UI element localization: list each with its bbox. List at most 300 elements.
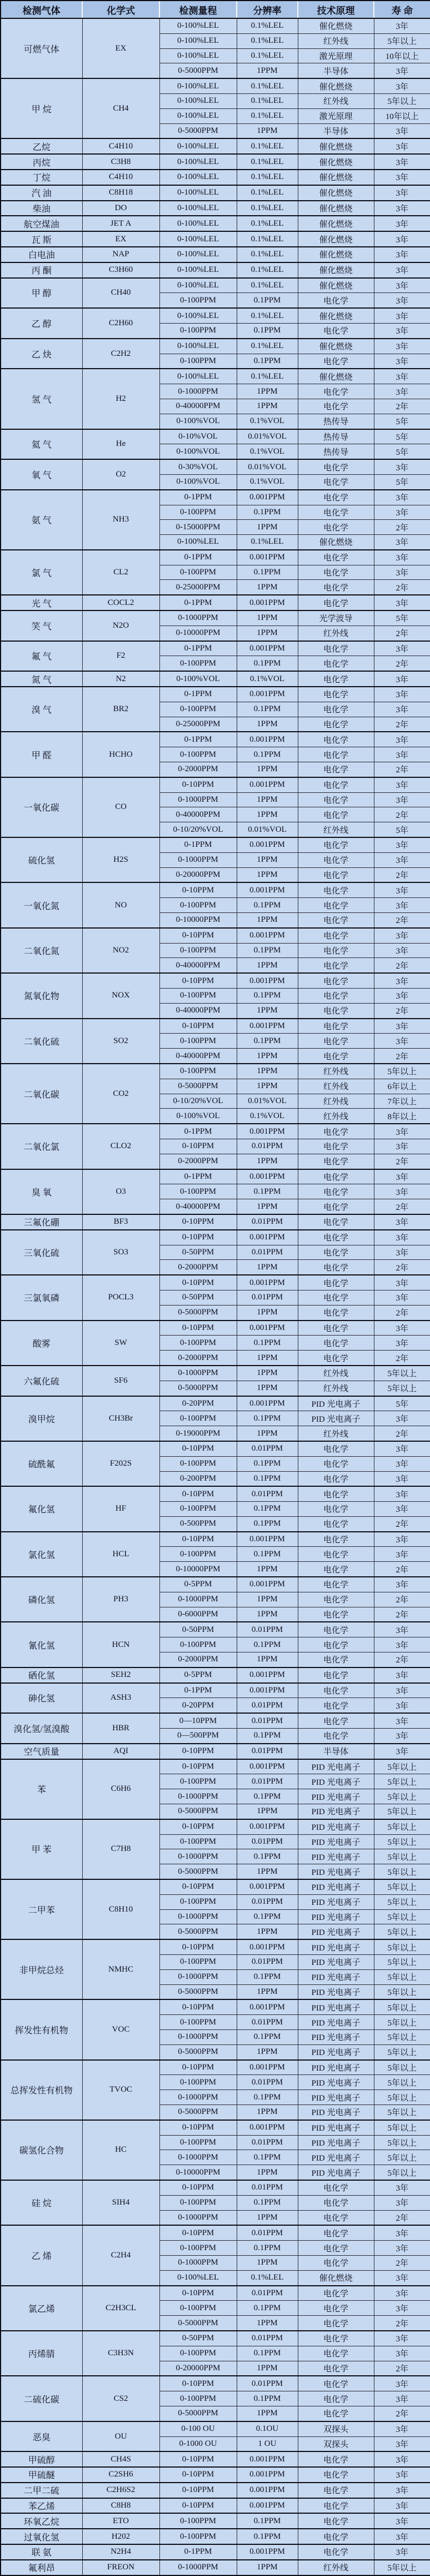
gas-formula-cell: C3H3N bbox=[82, 2331, 159, 2376]
resolution-cell: 0.01PPM bbox=[237, 2015, 298, 2030]
resolution-cell: 0.1PPM bbox=[237, 747, 298, 762]
gas-formula-cell: SO3 bbox=[82, 1230, 159, 1275]
gas-name-cell: 一氧化氮 bbox=[1, 882, 82, 927]
range-cell: 0-10PPM bbox=[159, 2180, 237, 2195]
lifespan-cell: 3年 bbox=[374, 293, 430, 308]
principle-cell: 催化燃烧 bbox=[298, 262, 374, 278]
principle-cell: PID 光电离子 bbox=[298, 2029, 374, 2044]
resolution-cell: 0.001PPM bbox=[237, 1577, 298, 1592]
principle-cell: PID 光电离子 bbox=[298, 1849, 374, 1864]
range-cell: 0-1000PPM bbox=[159, 2150, 237, 2165]
lifespan-cell: 5年以上 bbox=[374, 1894, 430, 1909]
lifespan-cell: 2年 bbox=[374, 1516, 430, 1531]
principle-cell: PID 光电离子 bbox=[298, 2120, 374, 2135]
range-cell: 0-5000PPM bbox=[159, 2316, 237, 2331]
gas-name-cell: 甲 烷 bbox=[1, 78, 82, 138]
range-cell: 0-10PPM bbox=[159, 1214, 237, 1230]
principle-cell: 红外线 bbox=[298, 1426, 374, 1441]
gas-name-cell: 硅 烷 bbox=[1, 2180, 82, 2225]
lifespan-cell: 5年 bbox=[374, 429, 430, 444]
principle-cell: 催化燃烧 bbox=[298, 138, 374, 154]
gas-formula-cell: COCL2 bbox=[82, 595, 159, 611]
spec-row bbox=[1, 1441, 430, 1456]
gas-formula-cell: C8H10 bbox=[82, 1879, 159, 1939]
resolution-cell: 0.1%VOL bbox=[237, 1109, 298, 1124]
lifespan-cell: 2年 bbox=[374, 656, 430, 671]
lifespan-cell: 3年 bbox=[374, 459, 430, 474]
principle-cell: 催化燃烧 bbox=[298, 535, 374, 550]
gas-name-cell: 氯 气 bbox=[1, 550, 82, 595]
lifespan-cell: 3年 bbox=[374, 339, 430, 354]
range-cell: 0-5000PPM bbox=[159, 1381, 237, 1396]
lifespan-cell: 3年 bbox=[374, 1230, 430, 1245]
gas-name-cell: 甲硫醇 bbox=[1, 2451, 82, 2467]
range-cell: 0-40000PPM bbox=[159, 1003, 237, 1018]
lifespan-cell: 2年 bbox=[374, 2316, 430, 2331]
principle-cell: PID 光电离子 bbox=[298, 2165, 374, 2180]
lifespan-cell: 3年 bbox=[374, 2270, 430, 2285]
principle-cell: 电化学 bbox=[298, 2451, 374, 2467]
resolution-cell: 0.001PPM bbox=[237, 777, 298, 792]
spec-row bbox=[1, 1321, 430, 1336]
range-cell: 0-10PPM bbox=[159, 1230, 237, 1245]
lifespan-cell: 3年 bbox=[374, 898, 430, 913]
principle-cell: 电化学 bbox=[298, 687, 374, 702]
principle-cell: PID 光电离子 bbox=[298, 2150, 374, 2165]
range-cell: 0-100 OU bbox=[159, 2421, 237, 2436]
range-cell: 0-40000PPM bbox=[159, 1049, 237, 1064]
principle-cell: PID 光电离子 bbox=[298, 1411, 374, 1426]
principle-cell: 催化燃烧 bbox=[298, 369, 374, 384]
lifespan-cell: 3年 bbox=[374, 641, 430, 656]
range-cell: 0-50PPM bbox=[159, 2331, 237, 2346]
resolution-cell: 0.01PPM bbox=[237, 1214, 298, 1230]
lifespan-cell: 5年以上 bbox=[374, 2015, 430, 2030]
spec-row bbox=[1, 2467, 430, 2483]
gas-name-cell: 氟 气 bbox=[1, 641, 82, 672]
resolution-cell: 0.1PPM bbox=[237, 1336, 298, 1351]
range-cell: 0-10PPM bbox=[159, 928, 237, 943]
lifespan-cell: 3年 bbox=[374, 2180, 430, 2195]
resolution-cell: 0.01PPM bbox=[237, 2286, 298, 2301]
gas-name-cell: 乙 烯 bbox=[1, 2225, 82, 2285]
principle-cell: PID 光电离子 bbox=[298, 1984, 374, 1999]
gas-name-cell: 臭 氧 bbox=[1, 1169, 82, 1214]
resolution-cell: 0.1PPM bbox=[237, 354, 298, 369]
range-cell: 0-100PPM bbox=[159, 747, 237, 762]
lifespan-cell: 5年 bbox=[374, 1396, 430, 1411]
lifespan-cell: 5年以上 bbox=[374, 2029, 430, 2044]
principle-cell: 电化学 bbox=[298, 702, 374, 717]
lifespan-cell: 3年 bbox=[374, 1245, 430, 1260]
spec-row bbox=[1, 1999, 430, 2014]
lifespan-cell: 5年以上 bbox=[374, 1774, 430, 1789]
spec-row bbox=[1, 2529, 430, 2544]
range-cell: 0-1PPM bbox=[159, 732, 237, 747]
range-cell: 0-100%LEL bbox=[159, 48, 237, 63]
resolution-cell: 0.1PPM bbox=[237, 293, 298, 308]
spec-row bbox=[1, 490, 430, 505]
spec-row bbox=[1, 2513, 430, 2529]
lifespan-cell: 5年以上 bbox=[374, 33, 430, 48]
range-cell: 0-30%VOL bbox=[159, 459, 237, 474]
range-cell: 0-5000PPM bbox=[159, 123, 237, 138]
gas-name-cell: 氮 气 bbox=[1, 671, 82, 687]
range-cell: 0-1000PPM bbox=[159, 1849, 237, 1864]
lifespan-cell: 5年以上 bbox=[374, 1999, 430, 2014]
principle-cell: 电化学 bbox=[298, 2180, 374, 2195]
spec-row bbox=[1, 611, 430, 626]
gas-name-cell: 二氧化碳 bbox=[1, 1064, 82, 1124]
gas-name-cell: 航空煤油 bbox=[1, 216, 82, 231]
principle-cell: 电化学 bbox=[298, 490, 374, 505]
resolution-cell: 1PPM bbox=[237, 1864, 298, 1879]
range-cell: 0-100%VOL bbox=[159, 444, 237, 459]
range-cell: 0-100PPM bbox=[159, 1547, 237, 1562]
lifespan-cell: 3年 bbox=[374, 852, 430, 867]
principle-cell: 电化学 bbox=[298, 2286, 374, 2301]
resolution-cell: 0.001PPM bbox=[237, 2498, 298, 2514]
range-cell: 0-1000PPM bbox=[159, 852, 237, 867]
lifespan-cell: 2年 bbox=[374, 1426, 430, 1441]
range-cell: 0-100PPM bbox=[159, 2135, 237, 2150]
gas-formula-cell: CLO2 bbox=[82, 1124, 159, 1169]
resolution-cell: 0.001PPM bbox=[237, 928, 298, 943]
resolution-cell: 1PPM bbox=[237, 1351, 298, 1366]
gas-name-cell: 砷化氢 bbox=[1, 1683, 82, 1714]
range-cell: 0-5000PPM bbox=[159, 63, 237, 78]
spec-row bbox=[1, 459, 430, 474]
resolution-cell: 0.1PPM bbox=[237, 1184, 298, 1199]
lifespan-cell: 5年以上 bbox=[374, 1064, 430, 1079]
lifespan-cell: 5年以上 bbox=[374, 1849, 430, 1864]
resolution-cell: 0.1%LEL bbox=[237, 369, 298, 384]
gas-formula-cell: N2 bbox=[82, 671, 159, 687]
range-cell: 0-5000PPM bbox=[159, 1924, 237, 1939]
resolution-cell: 0.001PPM bbox=[237, 1321, 298, 1336]
resolution-cell: 0.1%LEL bbox=[237, 154, 298, 170]
lifespan-cell: 3年 bbox=[374, 2498, 430, 2514]
lifespan-cell: 5年 bbox=[374, 822, 430, 837]
resolution-cell: 0.001PPM bbox=[237, 490, 298, 505]
lifespan-cell: 3年 bbox=[374, 1729, 430, 1744]
lifespan-cell: 3年 bbox=[374, 1290, 430, 1305]
gas-formula-cell: C6H6 bbox=[82, 1759, 159, 1819]
resolution-cell: 0.001PPM bbox=[237, 1939, 298, 1954]
principle-cell: 电化学 bbox=[298, 1305, 374, 1320]
range-cell: 0-100%LEL bbox=[159, 138, 237, 154]
lifespan-cell: 3年 bbox=[374, 63, 430, 78]
resolution-cell: 1PPM bbox=[237, 626, 298, 641]
spec-row bbox=[1, 262, 430, 278]
gas-formula-cell: CH4 bbox=[82, 78, 159, 138]
gas-name-cell: 甲 醇 bbox=[1, 278, 82, 309]
lifespan-cell: 10年以上 bbox=[374, 48, 430, 63]
gas-formula-cell: JET A bbox=[82, 216, 159, 231]
resolution-cell: 0.1%LEL bbox=[237, 247, 298, 262]
range-cell: 0-1PPM bbox=[159, 595, 237, 611]
range-cell: 0-100%LEL bbox=[159, 93, 237, 108]
principle-cell: 电化学 bbox=[298, 928, 374, 943]
range-cell: 0-10PPM bbox=[159, 2483, 237, 2498]
spec-row bbox=[1, 928, 430, 943]
range-cell: 0-5000PPM bbox=[159, 2105, 237, 2120]
gas-name-cell: 乙 醇 bbox=[1, 308, 82, 339]
gas-name-cell: 磷化氢 bbox=[1, 1577, 82, 1622]
range-cell: 0-100PPM bbox=[159, 2513, 237, 2529]
principle-cell: 热传导 bbox=[298, 444, 374, 459]
gas-formula-cell: HCN bbox=[82, 1622, 159, 1667]
principle-cell: 电化学 bbox=[298, 717, 374, 732]
lifespan-cell: 2年 bbox=[374, 1260, 430, 1275]
lifespan-cell: 2年 bbox=[374, 1351, 430, 1366]
lifespan-cell: 3年 bbox=[374, 747, 430, 762]
principle-cell: 电化学 bbox=[298, 2241, 374, 2256]
resolution-cell: 1PPM bbox=[237, 63, 298, 78]
spec-row bbox=[1, 185, 430, 201]
spec-row bbox=[1, 1124, 430, 1139]
range-cell: 0-100%LEL bbox=[159, 170, 237, 185]
spec-row bbox=[1, 170, 430, 185]
range-cell: 0-10PPM bbox=[159, 1879, 237, 1894]
lifespan-cell: 5年以上 bbox=[374, 2060, 430, 2075]
lifespan-cell: 2年 bbox=[374, 1652, 430, 1667]
principle-cell: 电化学 bbox=[298, 1336, 374, 1351]
range-cell: 0-25000PPM bbox=[159, 580, 237, 595]
range-cell: 0-1000PPM bbox=[159, 792, 237, 807]
principle-cell: 催化燃烧 bbox=[298, 278, 374, 293]
spec-row bbox=[1, 278, 430, 293]
principle-cell: 催化燃烧 bbox=[298, 216, 374, 231]
resolution-cell: 0.001PPM bbox=[237, 2467, 298, 2483]
spec-row bbox=[1, 78, 430, 93]
lifespan-cell: 6年以上 bbox=[374, 1079, 430, 1094]
resolution-cell: 0.01PPM bbox=[237, 1744, 298, 1759]
resolution-cell: 0.1PPM bbox=[237, 989, 298, 1004]
resolution-cell: 1PPM bbox=[237, 1804, 298, 1819]
range-cell: 0-1000PPM bbox=[159, 1969, 237, 1984]
spec-row bbox=[1, 2498, 430, 2514]
gas-name-cell: 苯 bbox=[1, 1759, 82, 1819]
range-cell: 0-1PPM bbox=[159, 641, 237, 656]
principle-cell: 电化学 bbox=[298, 1637, 374, 1652]
gas-formula-cell: SEH2 bbox=[82, 1667, 159, 1683]
lifespan-cell: 3年 bbox=[374, 1411, 430, 1426]
spec-row bbox=[1, 973, 430, 988]
principle-cell: 电化学 bbox=[298, 837, 374, 852]
range-cell: 0-10/20%VOL bbox=[159, 822, 237, 837]
principle-cell: 红外线 bbox=[298, 33, 374, 48]
header-detection-range: 检测量程 bbox=[159, 1, 237, 18]
spec-row bbox=[1, 2560, 430, 2575]
lifespan-cell: 3年 bbox=[374, 2513, 430, 2529]
range-cell: 0-100%LEL bbox=[159, 201, 237, 216]
principle-cell: 电化学 bbox=[298, 1260, 374, 1275]
lifespan-cell: 5年以上 bbox=[374, 1834, 430, 1849]
resolution-cell: 1PPM bbox=[237, 1381, 298, 1396]
resolution-cell: 0.001PPM bbox=[237, 1019, 298, 1034]
lifespan-cell: 7年以上 bbox=[374, 1094, 430, 1109]
lifespan-cell: 3年 bbox=[374, 2301, 430, 2316]
lifespan-cell: 3年 bbox=[374, 777, 430, 792]
resolution-cell: 1PPM bbox=[237, 1154, 298, 1169]
gas-formula-cell: SO2 bbox=[82, 1019, 159, 1064]
lifespan-cell: 3年 bbox=[374, 1637, 430, 1652]
range-cell: 0-10PPM bbox=[159, 1999, 237, 2014]
lifespan-cell: 3年 bbox=[374, 837, 430, 852]
range-cell: 0-100PPM bbox=[159, 898, 237, 913]
gas-formula-cell: F202S bbox=[82, 1441, 159, 1486]
lifespan-cell: 5年以上 bbox=[374, 1924, 430, 1939]
lifespan-cell: 5年 bbox=[374, 414, 430, 429]
lifespan-cell: 3年 bbox=[374, 989, 430, 1004]
gas-formula-cell: PH3 bbox=[82, 1577, 159, 1622]
lifespan-cell: 5年以上 bbox=[374, 1955, 430, 1970]
gas-name-cell: 氮氧化物 bbox=[1, 973, 82, 1018]
gas-formula-cell: C3H8 bbox=[82, 154, 159, 170]
range-cell: 0-100PPM bbox=[159, 1834, 237, 1849]
range-cell: 0-10PPM bbox=[159, 2225, 237, 2240]
principle-cell: 电化学 bbox=[298, 2406, 374, 2421]
range-cell: 0-10PPM bbox=[159, 1486, 237, 1501]
resolution-cell: 1PPM bbox=[237, 1366, 298, 1381]
resolution-cell: 0.1%LEL bbox=[237, 138, 298, 154]
lifespan-cell: 5年以上 bbox=[374, 1366, 430, 1381]
spec-row bbox=[1, 1275, 430, 1290]
gas-name-cell: 酸雾 bbox=[1, 1321, 82, 1366]
resolution-cell: 0.001PPM bbox=[237, 1759, 298, 1774]
resolution-cell: 0.1%LEL bbox=[237, 108, 298, 123]
spec-row bbox=[1, 231, 430, 247]
range-cell: 0-10PPM bbox=[159, 2286, 237, 2301]
range-cell: 0-500PPM bbox=[159, 1516, 237, 1531]
lifespan-cell: 2年 bbox=[374, 1562, 430, 1577]
resolution-cell: 0.1%LEL bbox=[237, 33, 298, 48]
range-cell: 0-100PPM bbox=[159, 702, 237, 717]
range-cell: 0-10PPM bbox=[159, 2467, 237, 2483]
lifespan-cell: 3年 bbox=[374, 2544, 430, 2560]
resolution-cell: 0.1PPM bbox=[237, 2090, 298, 2105]
resolution-cell: 0.01PPM bbox=[237, 1486, 298, 1501]
resolution-cell: 0.1%VOL bbox=[237, 671, 298, 687]
range-cell: 0-40000PPM bbox=[159, 1199, 237, 1214]
lifespan-cell: 3年 bbox=[374, 1336, 430, 1351]
range-cell: 0-10PPM bbox=[159, 2498, 237, 2514]
resolution-cell: 1PPM bbox=[237, 1064, 298, 1079]
lifespan-cell: 5年以上 bbox=[374, 1909, 430, 1924]
gas-formula-cell: C2H6S2 bbox=[82, 2483, 159, 2498]
principle-cell: 电化学 bbox=[298, 2346, 374, 2361]
principle-cell: 电化学 bbox=[298, 1562, 374, 1577]
principle-cell: 电化学 bbox=[298, 1516, 374, 1531]
principle-cell: 半导体 bbox=[298, 63, 374, 78]
range-cell: 0-10000PPM bbox=[159, 913, 237, 928]
spec-row bbox=[1, 2225, 430, 2240]
range-cell: 0—500PPM bbox=[159, 1729, 237, 1744]
resolution-cell: 0.1PPM bbox=[237, 1637, 298, 1652]
gas-name-cell: 非甲烷总烃 bbox=[1, 1939, 82, 1999]
resolution-cell: 0.1PPM bbox=[237, 1909, 298, 1924]
gas-formula-cell: SIH4 bbox=[82, 2180, 159, 2225]
principle-cell: 电化学 bbox=[298, 1275, 374, 1290]
principle-cell: 电化学 bbox=[298, 1729, 374, 1744]
spec-row bbox=[1, 201, 430, 216]
range-cell: 0-5000PPM bbox=[159, 2406, 237, 2421]
principle-cell: 光学波导 bbox=[298, 611, 374, 626]
resolution-cell: 1PPM bbox=[237, 1049, 298, 1064]
spec-row bbox=[1, 1683, 430, 1698]
principle-cell: 电化学 bbox=[298, 2376, 374, 2391]
gas-formula-cell: C8H8 bbox=[82, 2498, 159, 2514]
principle-cell: 催化燃烧 bbox=[298, 18, 374, 33]
gas-name-cell: 三氟化硼 bbox=[1, 1214, 82, 1230]
lifespan-cell: 3年 bbox=[374, 1441, 430, 1456]
principle-cell: 电化学 bbox=[298, 2255, 374, 2270]
gas-name-cell: 甲 苯 bbox=[1, 1819, 82, 1879]
lifespan-cell: 2年 bbox=[374, 807, 430, 822]
gas-name-cell: 三氧化硫 bbox=[1, 1230, 82, 1275]
resolution-cell: 0.1%LEL bbox=[237, 48, 298, 63]
principle-cell: 电化学 bbox=[298, 852, 374, 867]
resolution-cell: 1PPM bbox=[237, 1260, 298, 1275]
gas-name-cell: 溴化氢/氢溴酸 bbox=[1, 1713, 82, 1744]
lifespan-cell: 10年以上 bbox=[374, 108, 430, 123]
principle-cell: 电化学 bbox=[298, 1321, 374, 1336]
range-cell: 0-50PPM bbox=[159, 1622, 237, 1637]
resolution-cell: 0.1%LEL bbox=[237, 201, 298, 216]
principle-cell: 电化学 bbox=[298, 1230, 374, 1245]
gas-formula-cell: F2 bbox=[82, 641, 159, 672]
spec-row bbox=[1, 1214, 430, 1230]
resolution-cell: 0.01PPM bbox=[237, 1698, 298, 1713]
lifespan-cell: 5年以上 bbox=[374, 1789, 430, 1804]
range-cell: 0-100%LEL bbox=[159, 247, 237, 262]
range-cell: 0-10PPM bbox=[159, 1139, 237, 1154]
principle-cell: 电化学 bbox=[298, 867, 374, 882]
spec-row bbox=[1, 429, 430, 444]
lifespan-cell: 3年 bbox=[374, 882, 430, 897]
range-cell: 0-10PPM bbox=[159, 1275, 237, 1290]
resolution-cell: 1PPM bbox=[237, 913, 298, 928]
range-cell: 0-20000PPM bbox=[159, 2361, 237, 2376]
lifespan-cell: 2年 bbox=[374, 1607, 430, 1622]
gas-name-cell: 二氧化氯 bbox=[1, 1124, 82, 1169]
lifespan-cell: 2年 bbox=[374, 1592, 430, 1607]
gas-formula-cell: NOX bbox=[82, 973, 159, 1018]
lifespan-cell: 5年 bbox=[374, 611, 430, 626]
resolution-cell: 0.1%LEL bbox=[237, 231, 298, 247]
resolution-cell: 0.1PPM bbox=[237, 656, 298, 671]
lifespan-cell: 3年 bbox=[374, 1214, 430, 1230]
lifespan-cell: 5年以上 bbox=[374, 1759, 430, 1774]
lifespan-cell: 3年 bbox=[374, 943, 430, 958]
resolution-cell: 0.1%LEL bbox=[237, 2270, 298, 2285]
spec-row bbox=[1, 1744, 430, 1759]
resolution-cell: 0.01PPM bbox=[237, 1955, 298, 1970]
spec-row bbox=[1, 2331, 430, 2346]
principle-cell: 热传导 bbox=[298, 429, 374, 444]
resolution-cell: 0.001PPM bbox=[237, 973, 298, 988]
resolution-cell: 1PPM bbox=[237, 958, 298, 973]
resolution-cell: 1PPM bbox=[237, 852, 298, 867]
lifespan-cell: 2年 bbox=[374, 2210, 430, 2225]
gas-name-cell: 氯化氢 bbox=[1, 1532, 82, 1577]
resolution-cell: 0.001PPM bbox=[237, 2451, 298, 2467]
resolution-cell: 1PPM bbox=[237, 520, 298, 535]
principle-cell: 电化学 bbox=[298, 1214, 374, 1230]
principle-cell: 电化学 bbox=[298, 2529, 374, 2544]
resolution-cell: 0.001PPM bbox=[237, 732, 298, 747]
